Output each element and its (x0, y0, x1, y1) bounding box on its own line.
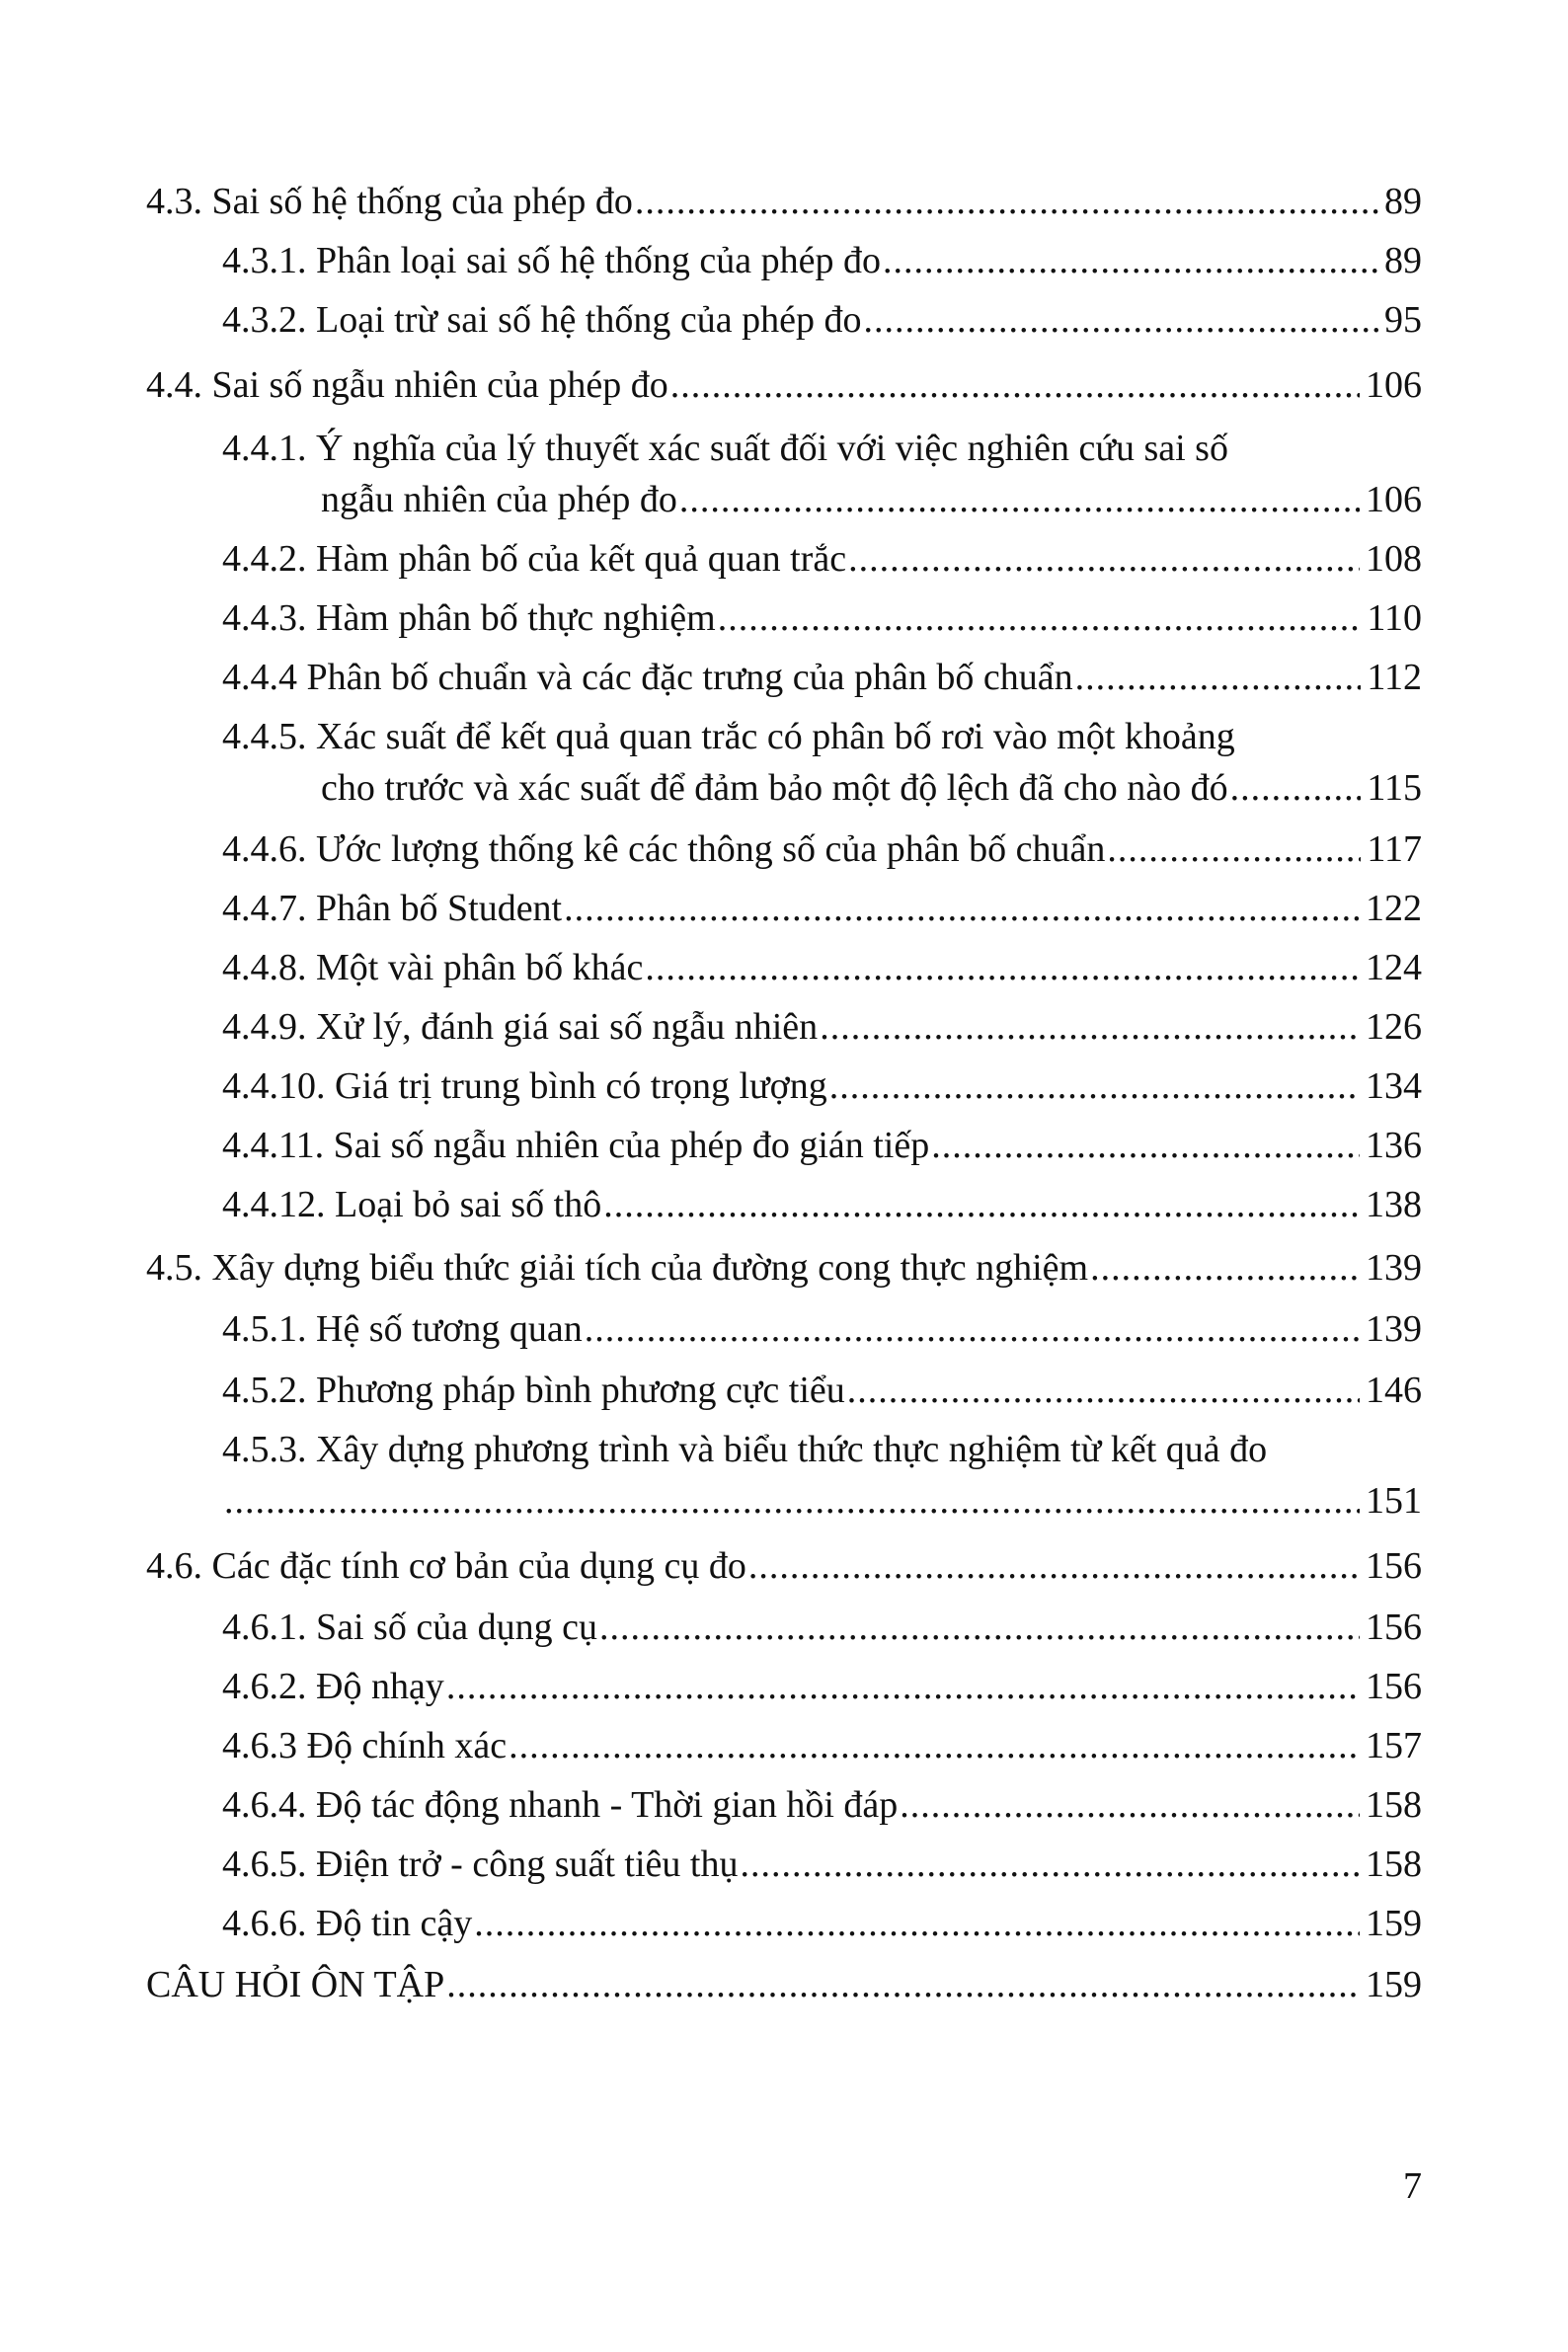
toc-entry-title: 4.6.6. Độ tin cậy (222, 1903, 473, 1944)
toc-entry-page: 108 (1366, 538, 1422, 580)
toc-entry[interactable] (222, 1365, 1422, 1416)
dot-leader (848, 533, 1360, 585)
dot-leader (645, 942, 1360, 993)
toc-entry[interactable] (222, 1001, 1422, 1053)
toc-entry-page: 106 (1366, 479, 1422, 520)
toc-entry[interactable] (222, 883, 1422, 934)
toc-entry[interactable] (222, 294, 1422, 346)
toc-entry-title: 4.5. Xây dựng biểu thức giải tích của đường cong thực nghiệm (146, 1247, 1089, 1289)
toc-entry-title: 4.6.3 Độ chính xác (222, 1725, 508, 1766)
toc-entry-title: 4.6.1. Sai số của dụng cụ (222, 1607, 597, 1648)
toc-entry-title: 4.4.1. Ý nghĩa của lý thuyết xác suất đối với việc nghiên cứu sai số (222, 428, 1228, 469)
dot-leader (931, 1120, 1360, 1171)
dot-leader (585, 1303, 1360, 1355)
toc-entry-title: 4.4. Sai số ngẫu nhiên của phép đo (146, 364, 668, 406)
toc-entry-title: 4.6.2. Độ nhạy (222, 1666, 444, 1707)
toc-entry[interactable] (222, 1839, 1422, 1890)
toc-entry-title: 4.6. Các đặc tính cơ bản của dụng cụ đo (146, 1545, 746, 1587)
dot-leader (509, 1720, 1360, 1771)
toc-entry[interactable] (146, 176, 1422, 227)
toc-entry[interactable] (222, 1661, 1422, 1712)
toc-entry-title: 4.4.6. Ước lượng thống kê các thông số của phân bố chuẩn (222, 828, 1106, 870)
toc-entry-page: 112 (1367, 657, 1422, 698)
dot-leader (1230, 762, 1362, 814)
toc-entry[interactable] (222, 533, 1422, 585)
toc-entry-page: 158 (1366, 1784, 1422, 1826)
toc-entry-page: 117 (1367, 828, 1422, 870)
toc-entry[interactable] (222, 1720, 1422, 1771)
toc-entry-title: 4.3. Sai số hệ thống của phép đo (146, 181, 633, 222)
toc-entry-page: 115 (1367, 767, 1422, 809)
dot-leader (1090, 1242, 1360, 1294)
toc-entry-page: 159 (1366, 1964, 1422, 2005)
dot-leader (740, 1839, 1360, 1890)
toc-entry-title: CÂU HỎI ÔN TẬP (146, 1964, 445, 2005)
toc-entry[interactable] (222, 1424, 1422, 1527)
toc-entry-title: 4.4.7. Phân bố Student (222, 888, 563, 929)
toc-entry-page: 156 (1366, 1545, 1422, 1587)
toc-entry-title-continued: ngẫu nhiên của phép đo (321, 479, 677, 520)
toc-entry-title: 4.4.4 Phân bố chuẩn và các đặc trưng của phân bố chuẩn (222, 657, 1073, 698)
toc-entry-title: 4.3.1. Phân loại sai số hệ thống của phép đo (222, 240, 882, 281)
dot-leader (847, 1365, 1360, 1416)
toc-entry[interactable] (222, 942, 1422, 993)
dot-leader (599, 1602, 1360, 1653)
toc-entry-page: 106 (1366, 364, 1422, 406)
toc-entry[interactable] (222, 423, 1422, 525)
toc-entry-page: 146 (1366, 1370, 1422, 1411)
dot-leader (446, 1661, 1360, 1712)
toc-entry[interactable] (222, 1602, 1422, 1653)
toc-entry[interactable] (222, 235, 1422, 286)
dot-leader (748, 1540, 1360, 1592)
toc-entry[interactable] (146, 1242, 1422, 1294)
toc-entry[interactable] (222, 592, 1422, 644)
toc-entry-title: 4.4.2. Hàm phân bố của kết quả quan trắc (222, 538, 847, 580)
toc-entry-page: 156 (1366, 1666, 1422, 1707)
dot-leader (820, 1001, 1360, 1053)
toc-entry-title: 4.5.3. Xây dựng phương trình và biểu thức thực nghiệm từ kết quả đo (222, 1429, 1268, 1470)
toc-entry[interactable] (222, 1179, 1422, 1230)
dot-leader (635, 176, 1378, 227)
toc-entry-page: 134 (1366, 1065, 1422, 1107)
toc-entry[interactable] (146, 359, 1422, 411)
toc-entry-title: 4.4.9. Xử lý, đánh giá sai số ngẫu nhiên (222, 1006, 819, 1048)
toc-entry[interactable] (146, 1959, 1422, 2010)
toc-entry-page: 157 (1366, 1725, 1422, 1766)
toc-entry[interactable] (222, 711, 1422, 814)
toc-entry-title: 4.4.10. Giá trị trung bình có trọng lượng (222, 1065, 827, 1107)
page-number: 7 (1403, 2165, 1422, 2207)
dot-leader (224, 1475, 1360, 1527)
dot-leader (863, 294, 1378, 346)
dot-leader (564, 883, 1360, 934)
toc-entry-page: 156 (1366, 1607, 1422, 1648)
toc-entry-page: 89 (1384, 240, 1422, 281)
toc-entry-title: 4.5.2. Phương pháp bình phương cực tiểu (222, 1370, 845, 1411)
dot-leader (1075, 652, 1362, 703)
toc-entry-title: 4.4.3. Hàm phân bố thực nghiệm (222, 597, 716, 639)
toc-entry-page: 139 (1366, 1308, 1422, 1350)
toc-entry-title-continued: cho trước và xác suất để đảm bảo một độ lệch đã cho nào đó (321, 767, 1228, 809)
dot-leader (883, 235, 1378, 286)
dot-leader (718, 592, 1362, 644)
toc-entry-title: 4.3.2. Loại trừ sai số hệ thống của phép đo (222, 299, 862, 341)
toc-entry-title: 4.6.4. Độ tác động nhanh - Thời gian hồi đáp (222, 1784, 899, 1826)
toc-entry[interactable] (222, 1303, 1422, 1355)
toc-entry-page: 139 (1366, 1247, 1422, 1289)
toc-entry-page: 158 (1366, 1843, 1422, 1885)
toc-entry-page: 110 (1367, 597, 1422, 639)
toc-entry-page: 124 (1366, 947, 1422, 988)
dot-leader (474, 1898, 1360, 1949)
toc-entry[interactable] (146, 1540, 1422, 1592)
toc-entry-page: 95 (1384, 299, 1422, 341)
dot-leader (603, 1179, 1360, 1230)
toc-entry-page: 89 (1384, 181, 1422, 222)
toc-entry-page: 138 (1366, 1184, 1422, 1225)
dot-leader (446, 1959, 1360, 2010)
toc-entry-title: 4.4.8. Một vài phân bố khác (222, 947, 644, 988)
toc-entry-page: 159 (1366, 1903, 1422, 1944)
toc-entry-page: 122 (1366, 888, 1422, 929)
dot-leader (1107, 823, 1361, 875)
dot-leader (900, 1779, 1360, 1831)
dot-leader (670, 359, 1360, 411)
toc-entry-title: 4.5.1. Hệ số tương quan (222, 1308, 583, 1350)
toc-entry-title: 4.4.5. Xác suất để kết quả quan trắc có phân bố rơi vào một khoảng (222, 716, 1235, 757)
toc-entry-page: 126 (1366, 1006, 1422, 1048)
toc-entry[interactable] (222, 1120, 1422, 1171)
toc-entry[interactable] (222, 1779, 1422, 1831)
toc-entry[interactable] (222, 1898, 1422, 1949)
dot-leader (679, 474, 1360, 525)
toc-entry-title: 4.6.5. Điện trở - công suất tiêu thụ (222, 1843, 739, 1885)
toc-entry[interactable] (222, 823, 1422, 875)
dot-leader (829, 1060, 1360, 1112)
toc-entry[interactable] (222, 652, 1422, 703)
toc-entry-page: 151 (1366, 1480, 1422, 1522)
toc-entry[interactable] (222, 1060, 1422, 1112)
toc-entry-title: 4.4.12. Loại bỏ sai số thô (222, 1184, 602, 1225)
toc-entry-title: 4.4.11. Sai số ngẫu nhiên của phép đo gián tiếp (222, 1125, 930, 1166)
toc-entry-page: 136 (1366, 1125, 1422, 1166)
